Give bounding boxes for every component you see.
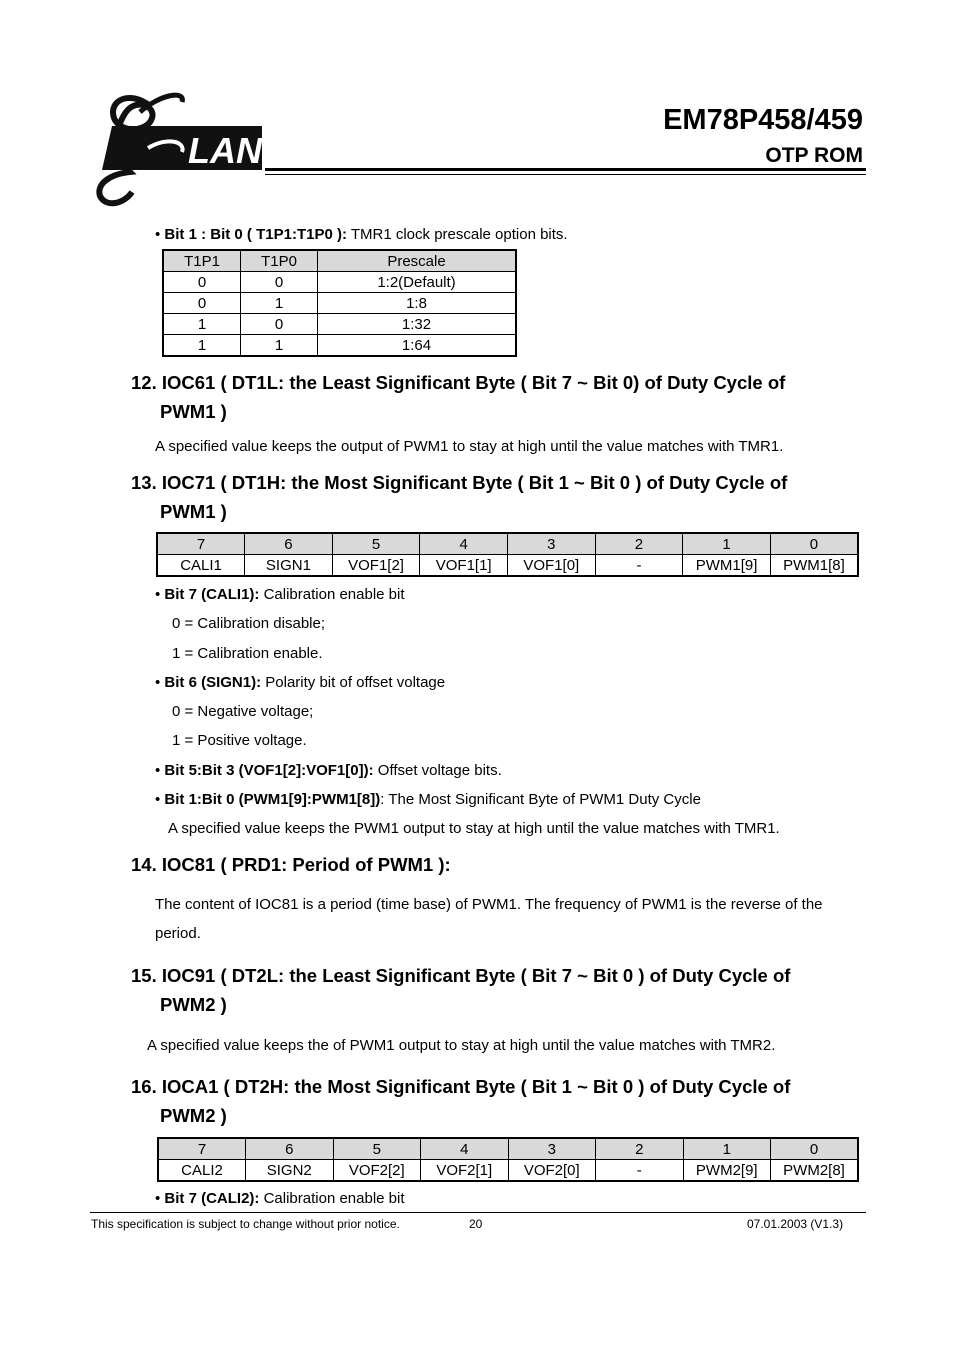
bit-number-cell: 0 xyxy=(770,533,858,555)
bit-number-cell: 4 xyxy=(420,533,508,555)
bit-name-row xyxy=(158,1160,858,1182)
table-cell: 0 xyxy=(163,293,241,314)
bit-name-cell: CALI2 xyxy=(158,1160,246,1182)
table-row xyxy=(163,272,516,293)
bit-number-cell: 7 xyxy=(158,1138,246,1160)
bit-name-cell: VOF2[0] xyxy=(508,1160,596,1182)
table-cell: 1:64 xyxy=(318,335,517,357)
cali1-option-0: 0 = Calibration disable; xyxy=(172,615,326,632)
bit-number-cell: 2 xyxy=(596,1138,684,1160)
footer-notice: This specification is subject to change without prior notice. xyxy=(91,1217,400,1231)
ioca1-bit-table xyxy=(157,1137,859,1182)
table-row xyxy=(163,314,516,335)
section-12-heading-line1: 12. IOC61 ( DT1L: the Least Significant Byte ( Bit 7 ~ Bit 0) of Duty Cycle of xyxy=(131,372,786,393)
bit-name-cell: VOF2[2] xyxy=(333,1160,421,1182)
bullet-bit6-sign1: • Bit 6 (SIGN1): Polarity bit of offset voltage xyxy=(155,674,446,691)
doc-title: EM78P458/459 xyxy=(663,104,863,136)
bit-number-cell: 3 xyxy=(508,533,596,555)
bit-name-cell: - xyxy=(595,555,683,577)
bit-number-cell: 5 xyxy=(333,1138,421,1160)
header-rule-thin xyxy=(265,174,866,175)
section-15-heading-line2: PWM2 ) xyxy=(160,994,227,1015)
table-header-row xyxy=(163,250,516,272)
bit-name-cell: SIGN1 xyxy=(245,555,333,577)
bullet-label: Bit 7 (CALI2): xyxy=(164,1190,260,1207)
bit-number-cell: 4 xyxy=(421,1138,509,1160)
sign1-option-1: 1 = Positive voltage. xyxy=(172,732,307,749)
bit-name-cell: PWM1[8] xyxy=(770,555,858,577)
bullet-bit5-3-vof1: • Bit 5:Bit 3 (VOF1[2]:VOF1[0]): Offset voltage bits. xyxy=(155,762,502,779)
section-14-paragraph-line2: period. xyxy=(155,925,201,942)
table-cell: 0 xyxy=(163,272,241,293)
section-14-paragraph-line1: The content of IOC81 is a period (time base) of PWM1. The frequency of PWM1 is the reverse of the xyxy=(155,896,823,913)
section-12-paragraph: A specified value keeps the output of PWM1 to stay at high until the value matches with TMR1. xyxy=(155,438,784,455)
page-number: 20 xyxy=(469,1217,483,1231)
bullet-text: : The Most Significant Byte of PWM1 Duty Cycle xyxy=(380,791,701,808)
bit-name-cell: PWM1[9] xyxy=(683,555,771,577)
bit-number-cell: 3 xyxy=(508,1138,596,1160)
bit-number-cell: 7 xyxy=(157,533,245,555)
ioc71-bit-table xyxy=(156,532,859,577)
table-cell: 1 xyxy=(241,293,318,314)
bit-name-cell: VOF1[0] xyxy=(508,555,596,577)
bit-number-cell: 6 xyxy=(245,533,333,555)
table-cell: 1:2(Default) xyxy=(318,272,517,293)
table-header-cell: T1P0 xyxy=(241,250,318,272)
section-16-heading-line1: 16. IOCA1 ( DT2H: the Most Significant Byte ( Bit 1 ~ Bit 0 ) of Duty Cycle of xyxy=(131,1076,791,1097)
bit-name-cell: VOF1[1] xyxy=(420,555,508,577)
sign1-option-0: 0 = Negative voltage; xyxy=(172,703,314,720)
table-cell: 0 xyxy=(241,272,318,293)
table-cell: 1:32 xyxy=(318,314,517,335)
table-cell: 1 xyxy=(163,314,241,335)
table-header-cell: T1P1 xyxy=(163,250,241,272)
bullet-label: Bit 1 : Bit 0 ( T1P1:T1P0 ): xyxy=(164,226,347,243)
bit-number-cell: 1 xyxy=(683,533,771,555)
bullet-bit7-cali1: • Bit 7 (CALI1): Calibration enable bit xyxy=(155,586,405,603)
doc-subtitle: OTP ROM xyxy=(765,144,863,167)
section-15-heading-line1: 15. IOC91 ( DT2L: the Least Significant Byte ( Bit 7 ~ Bit 0 ) of Duty Cycle of xyxy=(131,965,791,986)
bit-number-cell: 6 xyxy=(246,1138,334,1160)
bit-name-cell: - xyxy=(596,1160,684,1182)
bit-name-cell: VOF1[2] xyxy=(332,555,420,577)
bullet-text: Polarity bit of offset voltage xyxy=(261,674,446,691)
bit-name-cell: PWM2[8] xyxy=(771,1160,859,1182)
bullet-text: Calibration enable bit xyxy=(259,1190,405,1207)
table-cell: 1:8 xyxy=(318,293,517,314)
bit-name-cell: PWM2[9] xyxy=(683,1160,771,1182)
bit-name-cell: CALI1 xyxy=(157,555,245,577)
table-cell: 0 xyxy=(241,314,318,335)
bullet-text: TMR1 clock prescale option bits. xyxy=(346,226,568,243)
bit-number-cell: 5 xyxy=(332,533,420,555)
bit-name-cell: SIGN2 xyxy=(246,1160,334,1182)
bit-number-cell: 1 xyxy=(683,1138,771,1160)
cali1-option-1: 1 = Calibration enable. xyxy=(172,645,323,662)
elan-logo xyxy=(90,88,265,210)
bit-number-row xyxy=(158,1138,858,1160)
logo-lettering: LAN xyxy=(188,130,262,171)
section-16-heading-line2: PWM2 ) xyxy=(160,1105,227,1126)
footer-date: 07.01.2003 (V1.3) xyxy=(747,1217,844,1231)
table-cell: 1 xyxy=(163,335,241,357)
bit-number-cell: 2 xyxy=(595,533,683,555)
bullet-text: Offset voltage bits. xyxy=(373,762,502,779)
table-row xyxy=(163,335,516,357)
bit-number-cell: 0 xyxy=(771,1138,859,1160)
section-15-paragraph: A specified value keeps the of PWM1 output to stay at high until the value matches with TMR2. xyxy=(147,1037,776,1054)
bullet-label: Bit 7 (CALI1): xyxy=(164,586,260,603)
section-13-heading-line2: PWM1 ) xyxy=(160,501,227,522)
table-cell: 1 xyxy=(241,335,318,357)
bullet-text: Calibration enable bit xyxy=(259,586,405,603)
bullet-label: Bit 6 (SIGN1): xyxy=(164,674,262,691)
prescale-table xyxy=(162,249,517,357)
bullet-label: Bit 5:Bit 3 (VOF1[2]:VOF1[0]): xyxy=(164,762,374,779)
pwm1-duty-paragraph: A specified value keeps the PWM1 output to stay at high until the value matches with TMR1. xyxy=(168,820,780,837)
bullet-bit1-0-pwm1: • Bit 1:Bit 0 (PWM1[9]:PWM1[8]): The Most Significant Byte of PWM1 Duty Cycle xyxy=(155,791,701,808)
header-rule-thick xyxy=(265,168,866,171)
section-14-heading: 14. IOC81 ( PRD1: Period of PWM1 ): xyxy=(131,854,451,875)
bit-name-cell: VOF2[1] xyxy=(421,1160,509,1182)
section-12-heading-line2: PWM1 ) xyxy=(160,401,227,422)
table-header-cell: Prescale xyxy=(318,250,517,272)
footer-rule xyxy=(90,1212,866,1213)
bullet-prescale: • Bit 1 : Bit 0 ( T1P1:T1P0 ): TMR1 clock prescale option bits. xyxy=(155,226,568,243)
bullet-label: Bit 1:Bit 0 (PWM1[9]:PWM1[8]) xyxy=(164,791,381,808)
bit-number-row xyxy=(157,533,858,555)
table-row xyxy=(163,293,516,314)
section-13-heading-line1: 13. IOC71 ( DT1H: the Most Significant Byte ( Bit 1 ~ Bit 0 ) of Duty Cycle of xyxy=(131,472,788,493)
bullet-bit7-cali2: • Bit 7 (CALI2): Calibration enable bit xyxy=(155,1190,405,1207)
bit-name-row xyxy=(157,555,858,577)
